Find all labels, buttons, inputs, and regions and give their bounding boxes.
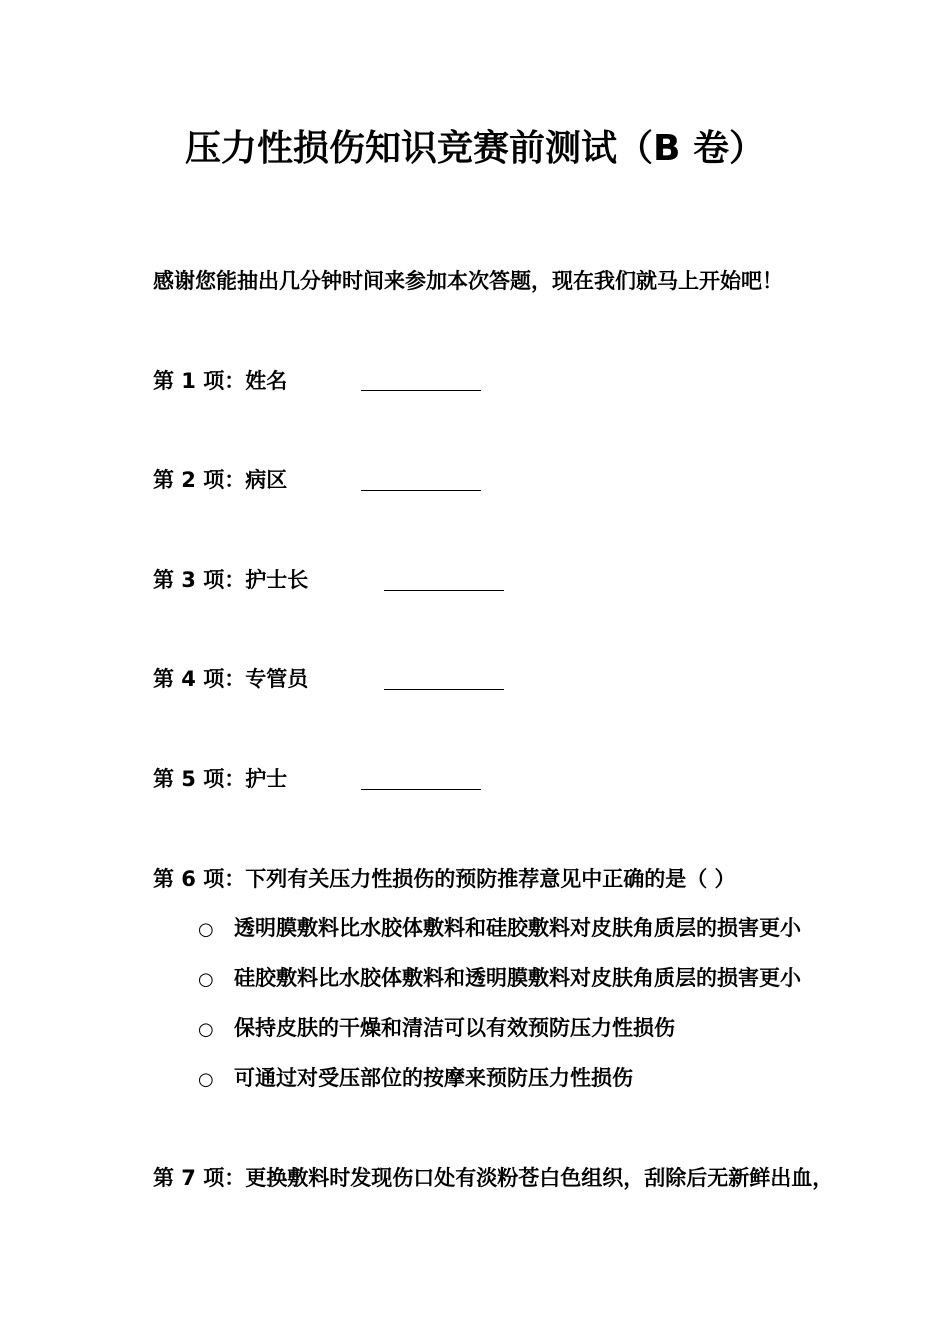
nurse-blank[interactable]	[361, 789, 481, 790]
item-name-label: 第 1 项：姓名	[153, 369, 288, 393]
question-7-label: 第 7 项：更换敷料时发现伤口处有淡粉苍白色组织，刮除后无新鲜出血，	[153, 1166, 834, 1190]
intro-text: 感谢您能抽出几分钟时间来参加本次答题，现在我们就马上开始吧！	[153, 269, 783, 293]
question-6-option-3[interactable]	[198, 1013, 675, 1045]
question-6-option-4[interactable]	[198, 1063, 633, 1095]
specialist-blank[interactable]	[384, 689, 504, 690]
item-nurse-label: 第 5 项：护士	[153, 767, 288, 791]
radio-circle-icon[interactable]: ○	[198, 969, 214, 990]
head-nurse-blank[interactable]	[384, 590, 504, 591]
option-text: 保持皮肤的干燥和清洁可以有效预防压力性损伤	[234, 1016, 675, 1040]
radio-circle-icon[interactable]: ○	[198, 919, 214, 940]
question-6-option-1[interactable]	[198, 913, 801, 945]
radio-circle-icon[interactable]: ○	[198, 1069, 214, 1090]
option-text: 透明膜敷料比水胶体敷料和硅胶敷料对皮肤角质层的损害更小	[234, 916, 801, 940]
radio-circle-icon[interactable]: ○	[198, 1019, 214, 1040]
item-head-nurse-label: 第 3 项：护士长	[153, 568, 309, 592]
item-ward-label: 第 2 项：病区	[153, 468, 288, 492]
name-blank[interactable]	[361, 390, 481, 391]
item-specialist-label: 第 4 项：专管员	[153, 667, 309, 691]
question-6-label: 第 6 项：下列有关压力性损伤的预防推荐意见中正确的是（ ）	[153, 867, 736, 891]
option-text: 可通过对受压部位的按摩来预防压力性损伤	[234, 1066, 633, 1090]
option-text: 硅胶敷料比水胶体敷料和透明膜敷料对皮肤角质层的损害更小	[234, 966, 801, 990]
question-6-option-2[interactable]	[198, 963, 801, 995]
page-title: 压力性损伤知识竞赛前测试（B 卷）	[185, 128, 765, 169]
ward-blank[interactable]	[361, 490, 481, 491]
